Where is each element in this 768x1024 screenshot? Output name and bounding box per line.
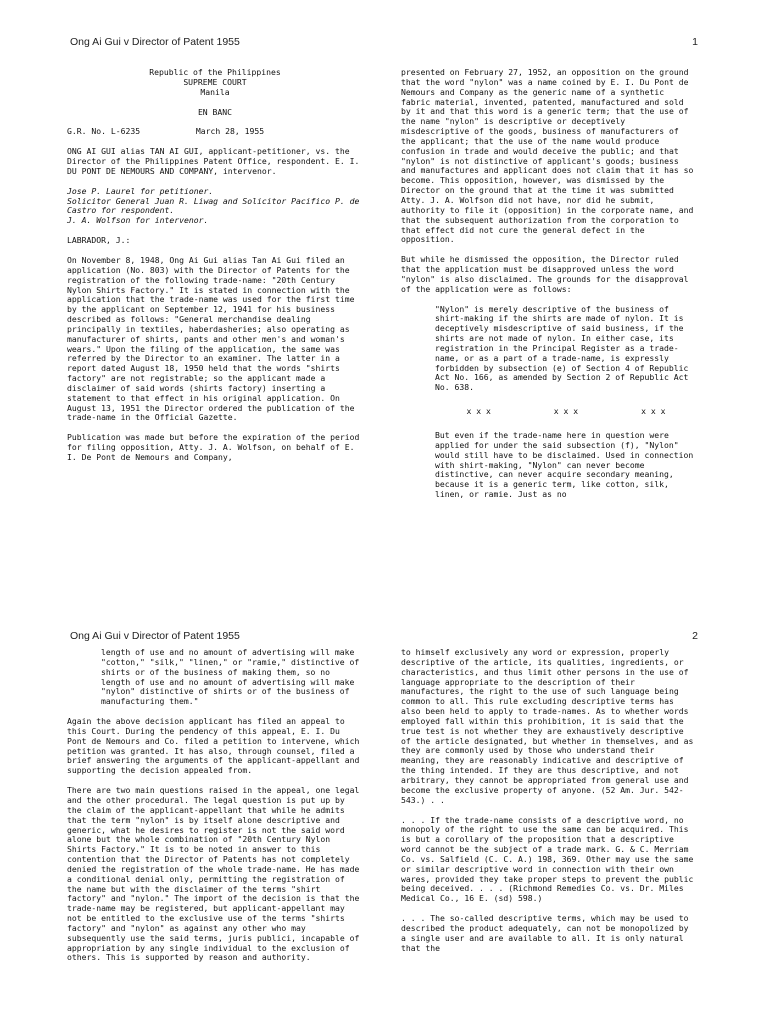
left-column — [67, 648, 363, 973]
parties: ONG AI GUI alias TAN AI GUI, applicant-petitioner, vs. the Director of the Philippines Patent Office, respondent. E. I. DU PONT DE NEMOURS AND COMPANY, intervenor. — [67, 146, 360, 176]
counsel-line: J. A. Wolfson for intervenor. — [67, 215, 209, 226]
running-header — [70, 630, 698, 642]
block-quote: length of use and no amount of advertising will make "cotton," "silk," "linen," or "ramie," distinctive of shirts or of the business of making them, so no length of use and no amount of advertising will make "nylon" distinctive of shirts or of the business of manufacturing them." — [101, 647, 360, 707]
division: EN BANC — [197, 106, 233, 117]
ponente: LABRADOR, J.: — [67, 235, 131, 246]
page-number: 1 — [692, 36, 698, 48]
paragraph: Again the above decision applicant has filed an appeal to this Court. During the pendency of this appeal, E. I. Du Pont de Nemours and Co. filed a petition to intervene, which petition was granted. It has also, through counsel, filed a brief answering the arguments of the applicant-appellant and supporting the decision appealed from. — [67, 716, 360, 776]
paragraph: On November 8, 1948, Ong Ai Gui alias Tan Ai Gui filed an application (No. 803) with the Director of Patents for the registration of the following trade-name: "20th Century Nylon Shirts Factory." It is stated in connection with the application that the trade-name was used for the first time by the applicant on September 12, 1941 for his business described as follows: "General merchandise dealing principally in textiles, haberdasheries; also operating as manufacturer of shirts, pants and other men's and woman's wears." Upon the filing of the application, the same was referred by the Director to an examiner. The latter in a report dated August 18, 1950 held that the words "shirts factory" are not registrable; so the applicant made a disclaimer of said words (shirts factory) inserting a statement to that effect in his original application. On August 13, 1951 the Director ordered the publication of the trade-name in the Official Gazette. — [67, 254, 355, 423]
court-line: Republic of the Philippines — [149, 67, 281, 77]
case-number-line — [67, 127, 363, 137]
paragraph: But while he dismissed the opposition, the Director ruled that the application must be disapproved unless the word "nylon" is also disclaimed. The grounds for the disapproval of the application were as follows: — [401, 254, 689, 294]
right-column — [401, 68, 697, 510]
counsel-line: Jose P. Laurel for petitioner. — [67, 185, 214, 196]
ellipsis-mark: x x x — [641, 406, 666, 417]
left-column — [67, 68, 363, 473]
gr-number: G.R. No. L-6235 — [67, 126, 141, 137]
paragraph: . . . The so-called descriptive terms, which may be used to described the product adequately, can not be monopolized by a single user and are available to all. It is only natural that the — [401, 913, 689, 953]
header-title: Ong Ai Gui v Director of Patent 1955 — [70, 36, 240, 48]
ellipsis-mark: x x x — [553, 406, 579, 417]
paragraph: presented on February 27, 1952, an opposition on the ground that the word "nylon" was a name coined by E. I. Du Pont de Nemours and Company as the generic name of a synthetic fabric material, invented, patented, manufactured and sold by it and that this word is a generic term; that the use of the name "nylon" is descriptive or deceptively misdescriptive of the goods, business of manufacturers of the applicant; that the use of the name would produce confusion in trade and would deceive the public; and that "nylon" is not distinctive of applicant's goods; business and manufactures and applicant does not claim that it has so become. This opposition, however, was dismissed by the Director on the ground that at the time it was submitted Atty. J. A. Wolfson did not have, nor did he submit, authority to file it (opposition) in the corporate name, and that the subsequent authorization from the corporation to that effect did not cure the general defect in the opposition. — [401, 67, 694, 245]
counsel-list — [67, 187, 363, 226]
court-line: Manila — [200, 86, 230, 97]
paragraph: There are two main questions raised in the appeal, one legal and the other procedural. The legal question is put up by the claim of the applicant-appellant that while he admits that the term "nylon" is by itself alone descriptive and generic, what he desires to register is not the said word alone but the whole combination of "20th Century Nylon Shirts Factory." It is to be noted in answer to this contention that the Director of Patents has not completely denied the registration of the whole trade-name. He has made a conditional denial only, permitting the registration of the name but with the disclaimer of the terms "shirt factory" and "nylon." The import of the decision is that the trade-name may be registered, but applicant-appellant may not be entitled to the exclusive use of the terms "shirts factory" and "nylon" as against any other who may subsequently use the said terms, juris publici, incapable of appropriation by any single individual to the exclusion of others. This is supported by reason and authority. — [67, 785, 360, 963]
document-page-2 — [0, 590, 768, 1024]
ellipsis-separator — [435, 407, 697, 417]
counsel-line: Solicitor General Juan R. Liwag and Solicitor Pacifico P. de Castro for respondent. — [67, 195, 360, 216]
paragraph: . . . If the trade-name consists of a descriptive word, no monopoly of the right to use the same can be acquired. This is but a corollary of the proposition that a descriptive word cannot be the subject of a trade mark. G. & C. Merriam Co. vs. Salfield (C. C. A.) 198, 369. Other may use the same or similar descriptive word in connection with their own wares, provided they take proper steps to prevent the public being deceived. . . . (Richmond Remedies Co. vs. Dr. Miles Medical Co., 16 E. (sd) 598.) — [401, 814, 694, 904]
decision-date: March 28, 1955 — [195, 126, 265, 137]
page-number: 2 — [692, 630, 698, 642]
right-column — [401, 648, 697, 963]
court-heading — [67, 68, 363, 98]
paragraph: to himself exclusively any word or expression, properly descriptive of the article, its qualities, ingredients, or characteristics, and thus limit other persons in the use of language appropriate to the description of their manufactures, the right to the use of such language being common to all. This rule excluding descriptive terms has also been held to apply to trade-names. As to whether words employed fall within this prohibition, it is said that the true test is not whether they are exhaustively descriptive of the article designated, but whether in themselves, and as they are commonly used by those who understand their meaning, they are reasonably indicative and descriptive of the thing intended. If they are thus descriptive, and not arbitrary, they cannot be appropriated from general use and become the exclusive property of anyone. (52 Am. Jur. 542-543.) . . — [401, 647, 694, 805]
ellipsis-mark: x x x — [466, 406, 491, 417]
block-quote: But even if the trade-name here in question were applied for under the said subsection (f), "Nylon" would still have to be disclaimed. Used in connection with shirt-making, "Nylon" can never become distinctive, can never acquire secondary meaning, because it is a generic term, like cotton, silk, linen, or ramie. Just as no — [435, 430, 694, 500]
block-quote: "Nylon" is merely descriptive of the business of shirt-making if the shirts are made of nylon. It is deceptively misdescriptive of said business, if the shirts are not made of nylon. In either case, its registration in the Principal Register as a trade-name, or as a part of a trade-name, is expressly forbidden by subsection (e) of Section 4 of Republic Act No. 166, as amended by Section 2 of Republic Act No. 638. — [435, 303, 689, 393]
header-title: Ong Ai Gui v Director of Patent 1955 — [70, 630, 240, 642]
running-header — [70, 36, 698, 48]
paragraph: Publication was made but before the expiration of the period for filing opposition, Atty. J. A. Wolfson, on behalf of E. I. De Pont de Nemours and Company, — [67, 432, 360, 462]
court-line: SUPREME COURT — [183, 76, 247, 87]
